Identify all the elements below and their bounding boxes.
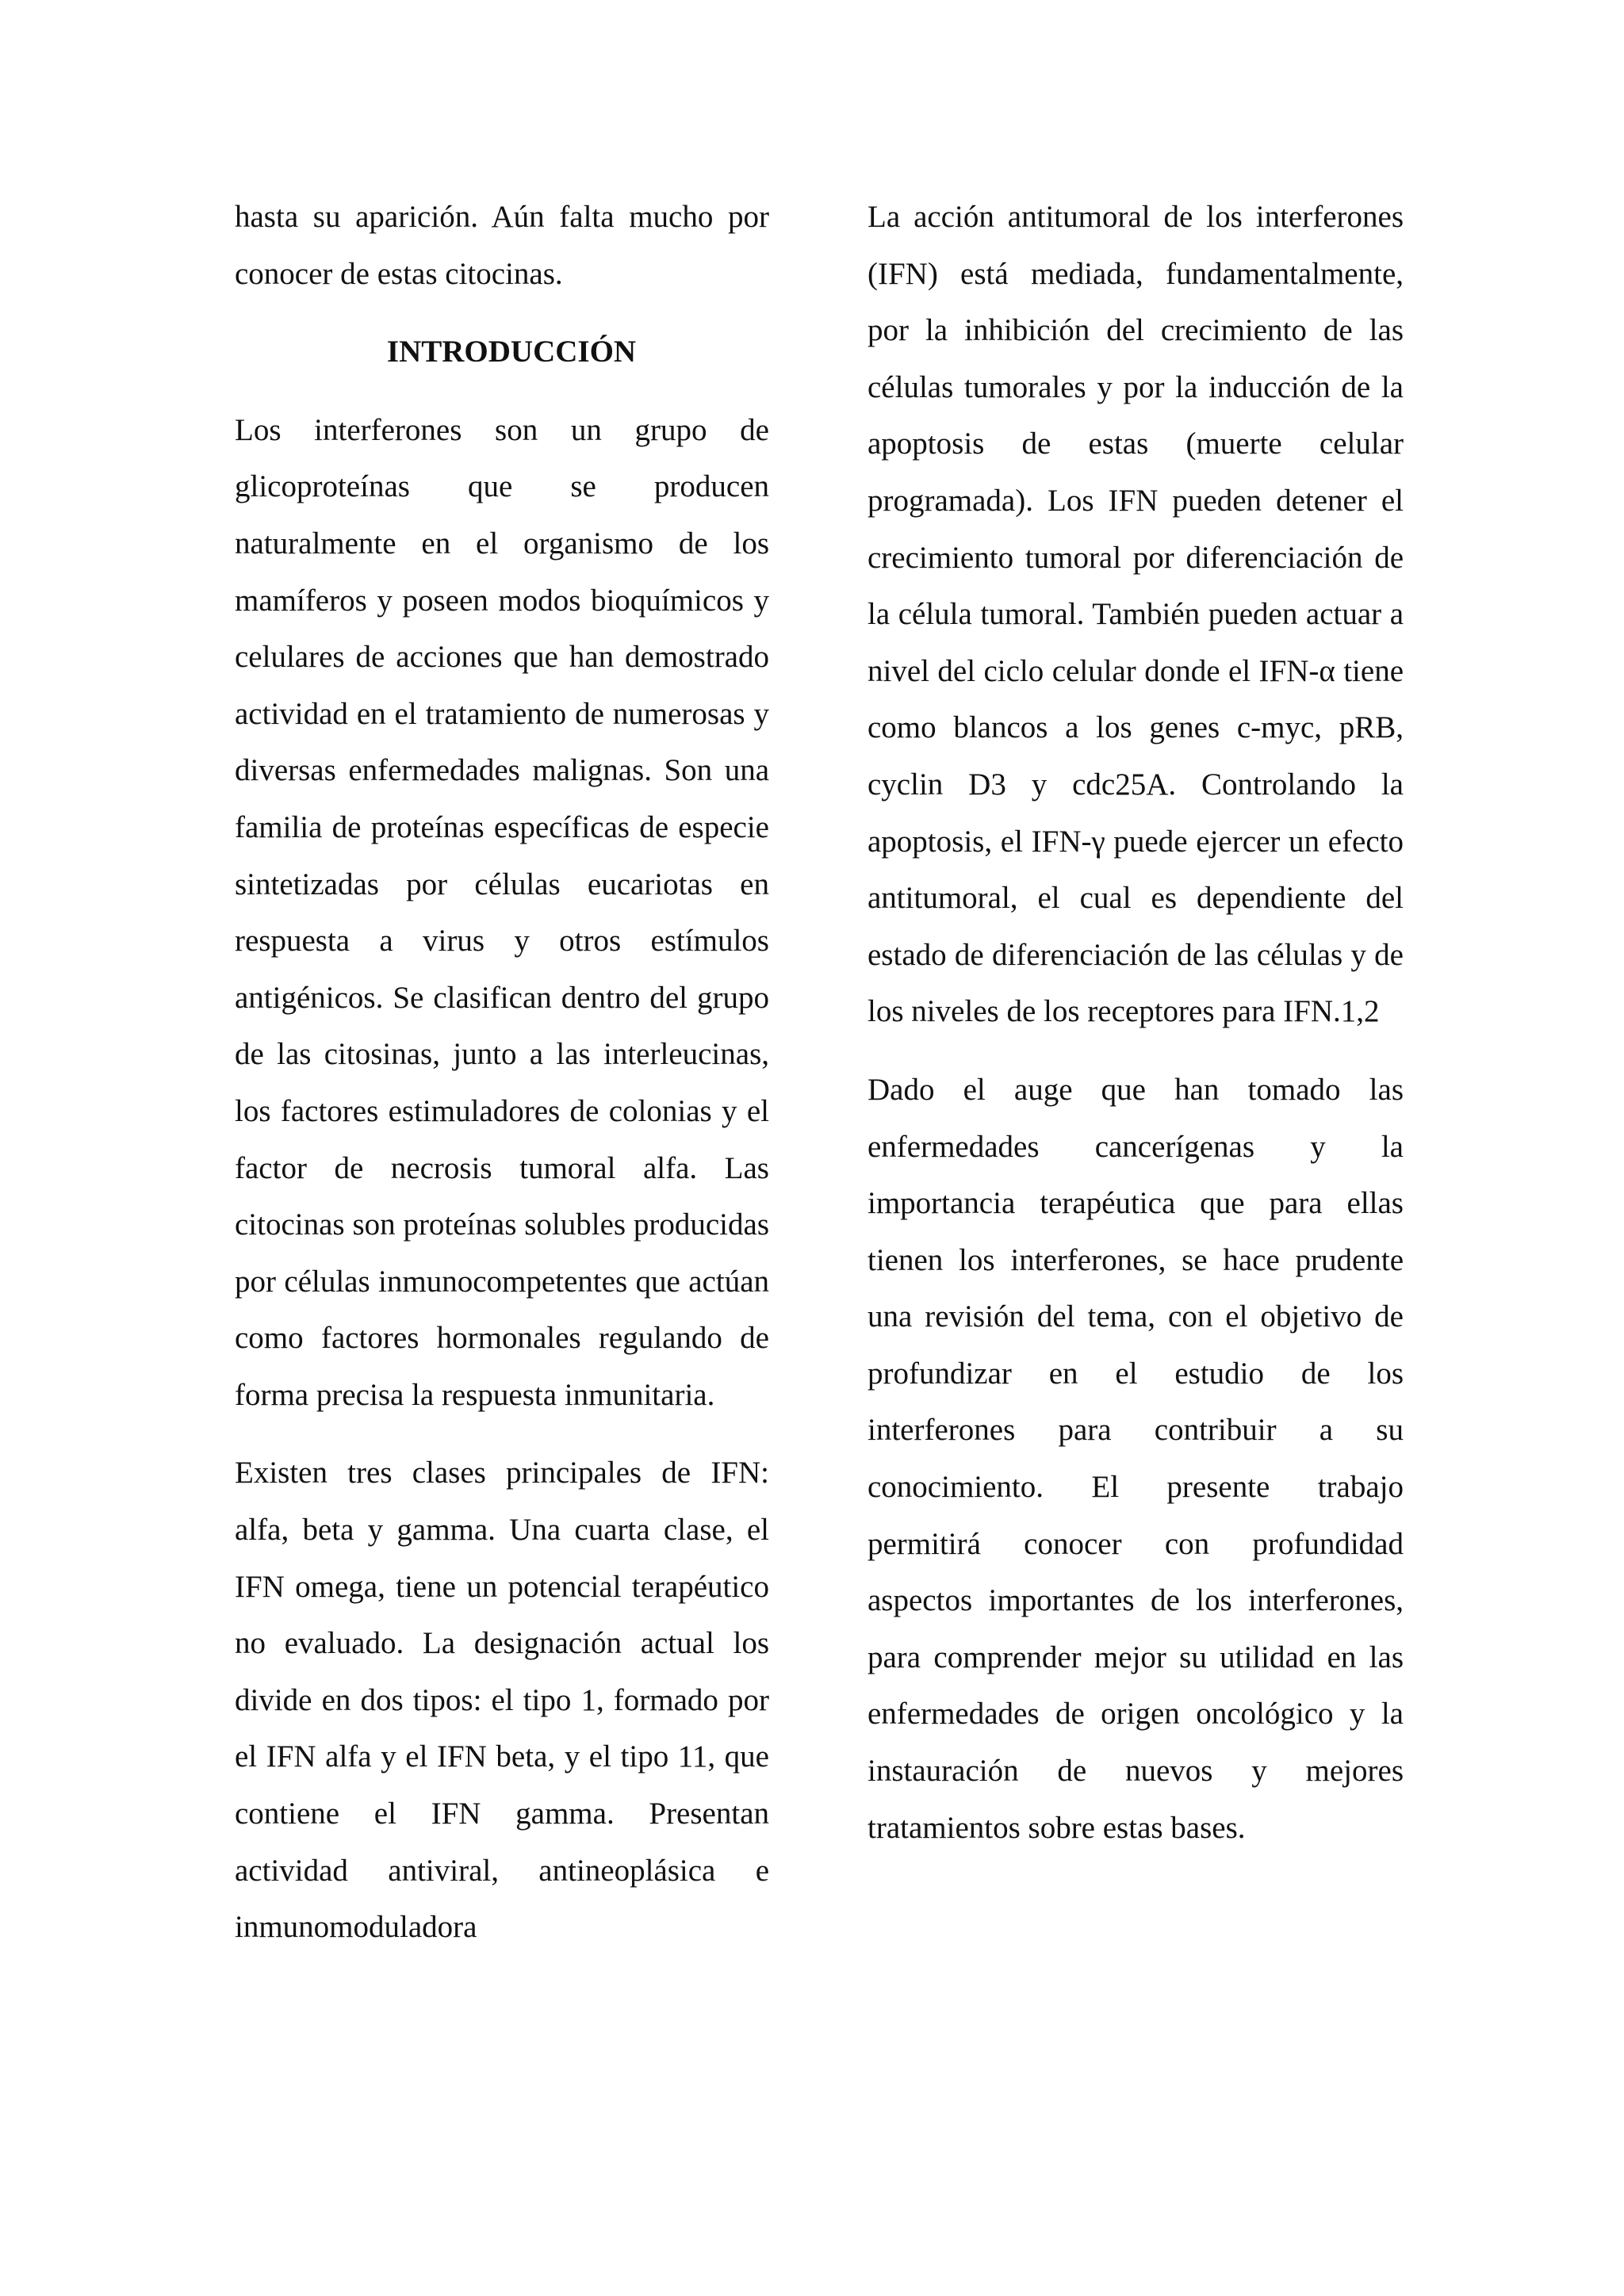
intro-paragraph-3: La acción antitumoral de los interferones (IFN) está mediada, fundamentalmente, por la inhibición del crecimiento de las células tumorales y por la inducción de la apoptosis de estas (muerte celular programada). Los IFN pueden detener el crecimiento tumoral por diferenciación de la célula tumoral. También pueden actuar a nivel del ciclo celular donde el IFN-α tiene como blancos a los genes c-myc, pRB, cyclin D3 y cdc25A. Controlando la apoptosis, el IFN-γ puede ejercer un efecto antitumoral, el cual es dependiente del estado de diferenciación de las células y de los niveles de los receptores para IFN.1,2 [868,200,1404,1029]
left-column [235,189,769,1956]
right-column [868,189,1404,1856]
continued-paragraph: hasta su aparición. Aún falta mucho por conocer de estas citocinas. [235,200,769,291]
intro-paragraph-1: Los interferones son un grupo de glicoproteínas que se producen naturalmente en el organismo de los mamíferos y poseen modos bioquímicos y celulares de acciones que han demostrado actividad en el tratamiento de numerosas y diversas enfermedades malignas. Son una familia de proteínas específicas de especie sintetizadas por células eucariotas en respuesta a virus y otros estímulos antigénicos. Se clasifican dentro del grupo de las citosinas, junto a las interleucinas, los factores estimuladores de colonias y el factor de necrosis tumoral alfa. Las citocinas son proteínas solubles producidas por células inmunocompetentes que actúan como factores hormonales regulando de forma precisa la respuesta inmunitaria. [235,412,769,1412]
intro-paragraph-4: Dado el auge que han tomado las enfermedades cancerígenas y la importancia terapéutica que para ellas tienen los interferones, se hace prudente una revisión del tema, con el objetivo de profundizar en el estudio de los interferones para contribuir a su conocimiento. El presente trabajo permitirá conocer con profundidad aspectos importantes de los interferones, para comprender mejor su utilidad en las enfermedades de origen oncológico y la instauración de nuevos y mejores tratamientos sobre estas bases. [868,1072,1404,1845]
intro-paragraph-2: Existen tres clases principales de IFN: alfa, beta y gamma. Una cuarta clase, el IFN omega, tiene un potencial terapéutico no evaluado. La designación actual los divide en dos tipos: el tipo 1, formado por el IFN alfa y el IFN beta, y el tipo 11, que contiene el IFN gamma. Presentan actividad antiviral, antineoplásica e inmunomoduladora [235,1456,769,1945]
section-heading: INTRODUCCIÓN [386,335,637,369]
